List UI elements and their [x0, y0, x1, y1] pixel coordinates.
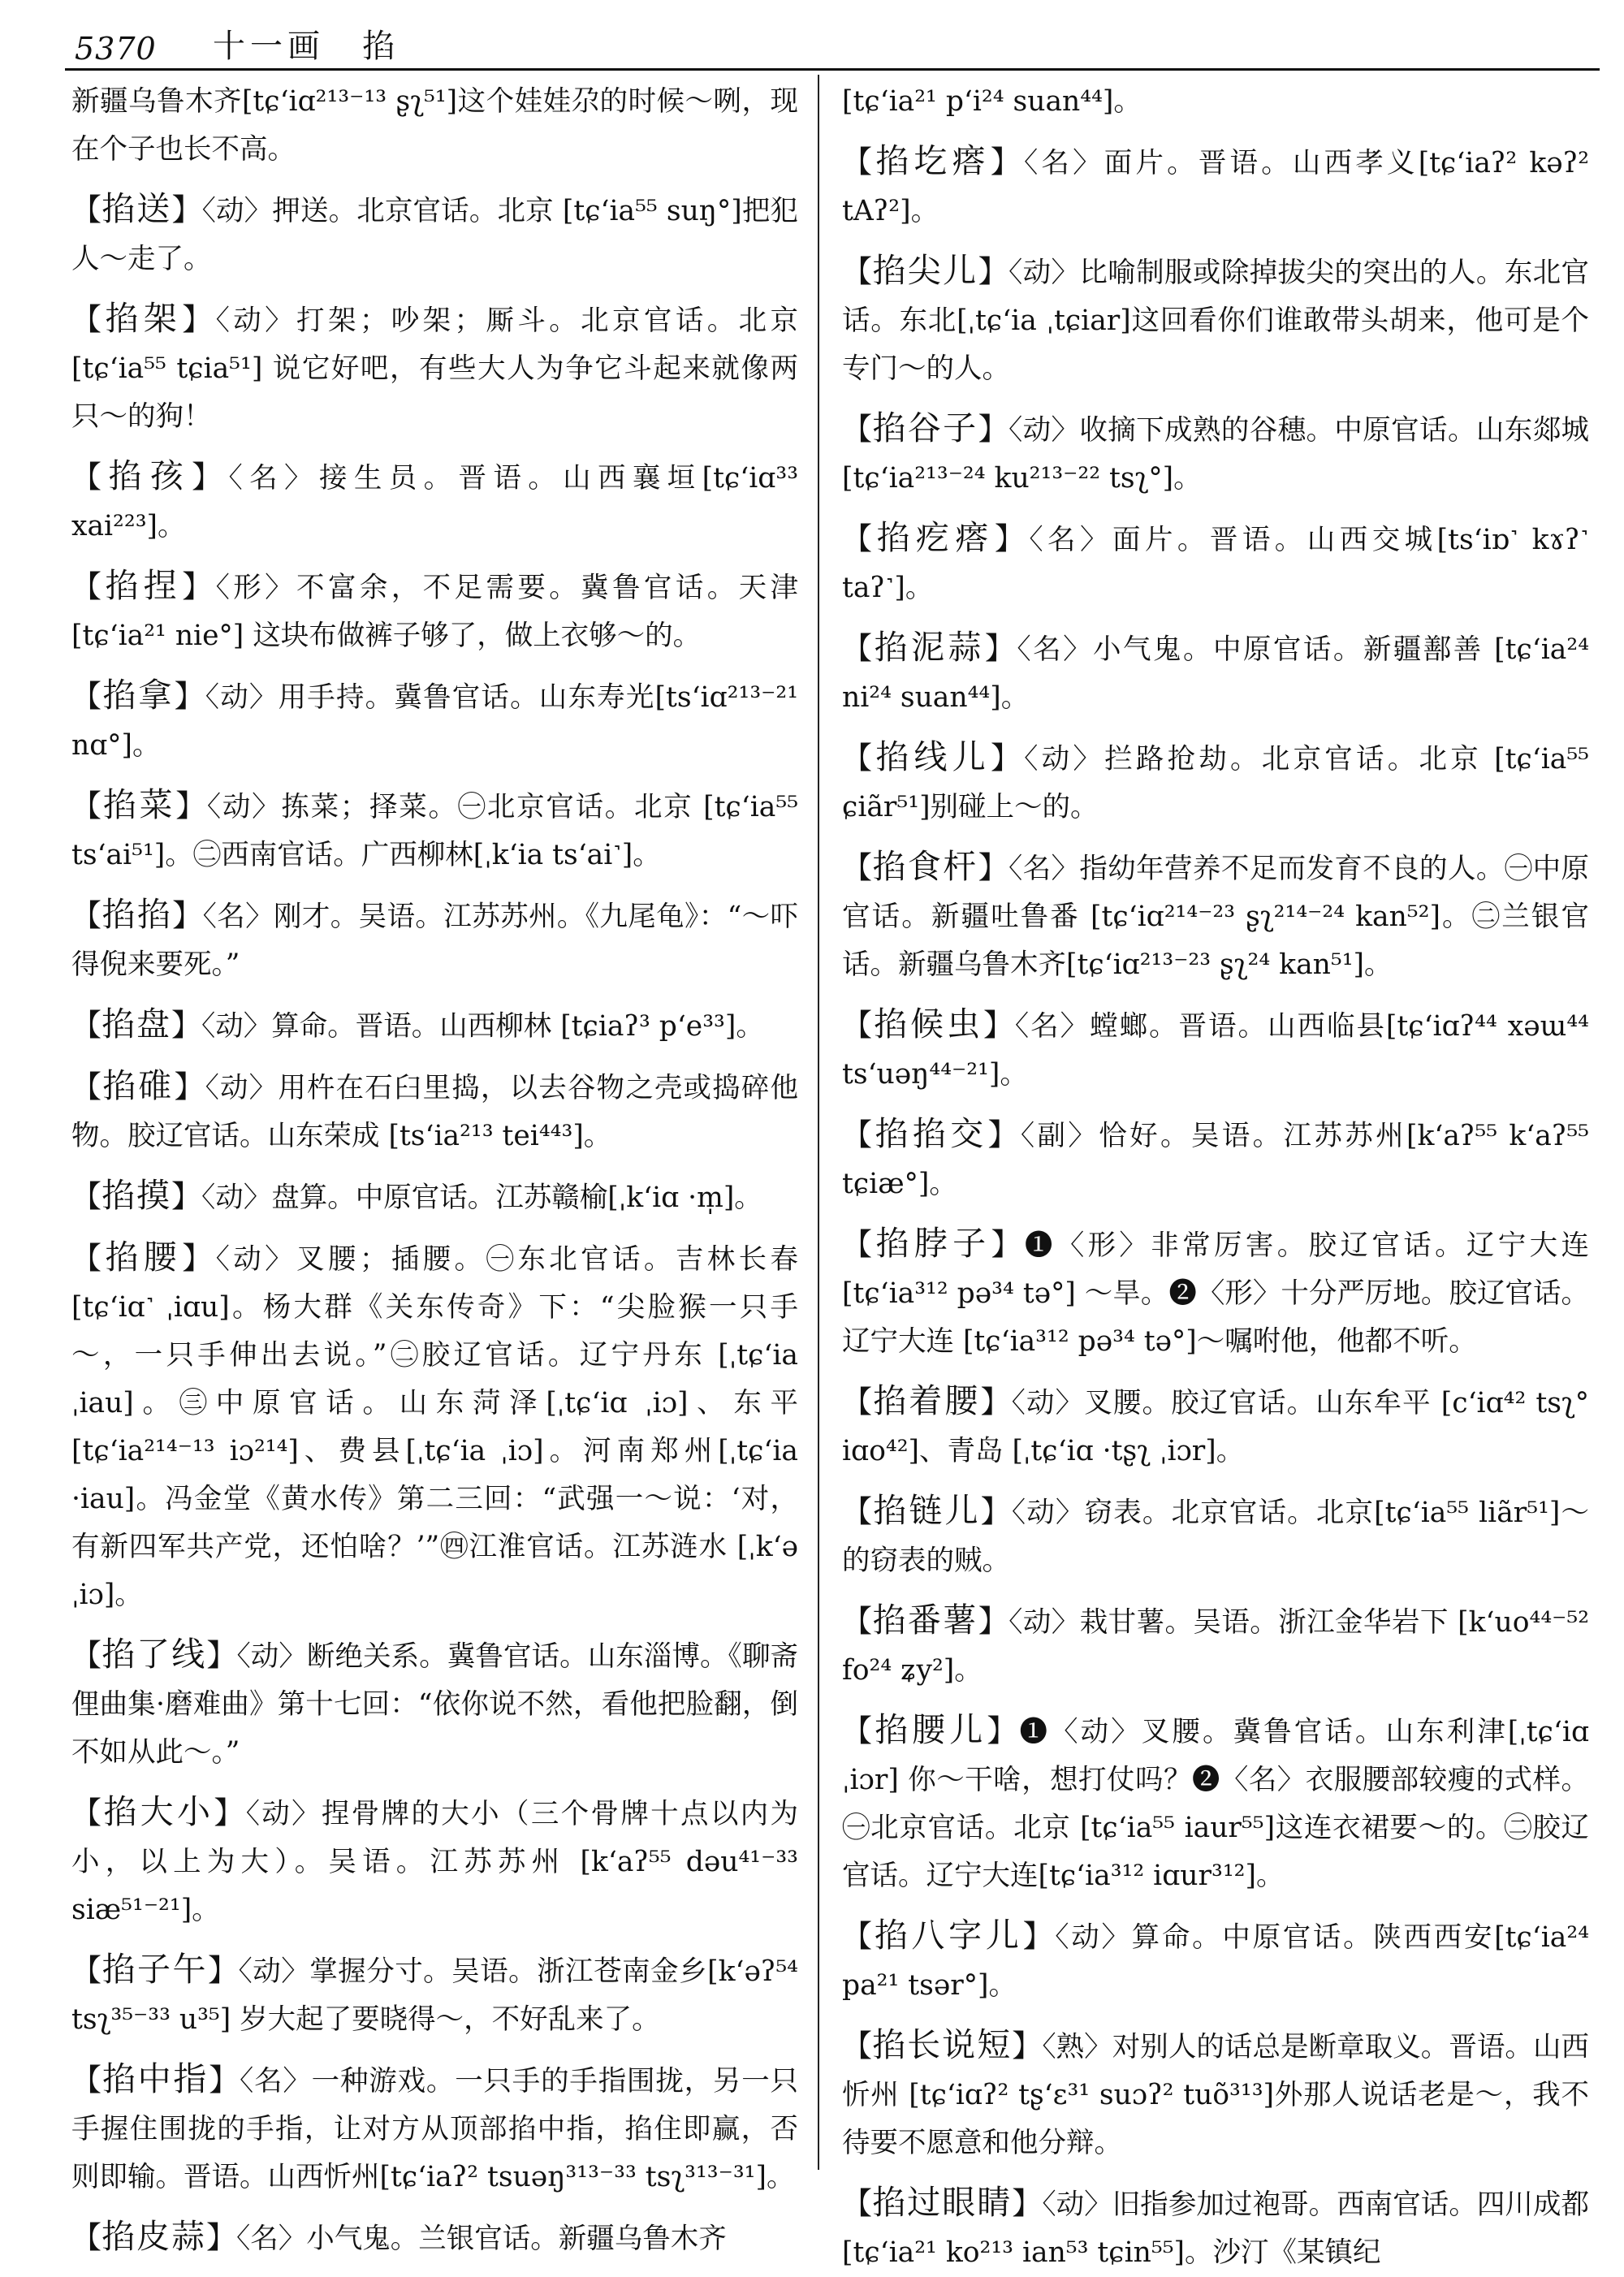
page-header	[75, 18, 1593, 67]
entry-definition: 〈动〉栽甘薯。吴语。浙江金华岩下 [kʻuo⁴⁴⁻⁵² fo²⁴ ʑy²]。	[842, 1606, 1598, 1687]
entry-headword: 【 掐中指 】	[71, 2059, 240, 2098]
dictionary-entry	[71, 295, 807, 441]
entry-headword: 【 掐大小 】	[71, 1792, 246, 1831]
dictionary-entry	[842, 733, 1598, 832]
dictionary-entry	[71, 672, 808, 770]
dictionary-entry	[842, 624, 1598, 722]
entry-definition: 〈动〉捏骨牌的大小（三个骨牌十点以内为小，以上为大）。吴语。江苏苏州 [kʻaʔ⁵⁵ dəu⁴¹⁻³³ siæ⁵¹⁻²¹]。	[71, 1798, 807, 1926]
entry-definition: 〈动〉叉腰；插腰。㊀东北官话。吉林长春 [tɕʻiɑ˺ ˌiɑu]。杨大群《关东传奇》下：“尖脸猴一只手～，一只手伸出去说。”㊁胶辽官话。辽宁丹东 [ˌtɕʻia ˌiau]。㊂中原官话。山东菏泽[ˌtɕʻiɑ ˌiɔ]、东平 [tɕʻia²¹⁴⁻¹³ iɔ²¹⁴]、费县[ˌtɕʻia ˌiɔ]。河南郑州[ˌtɕʻia ·iau]。冯金堂《黄水传》第二三回：“武强一～说：‘对，有新四军共产党，还怕啥？’”㊃江淮官话。江苏涟水 [ˌkʻə ˌiɔ]。	[71, 1243, 807, 1611]
entry-definition: ❶〈动〉叉腰。冀鲁官话。山东利津[ˌtɕʻiɑ ˌiɔr] 你～干啥，想打仗吗？❷〈名〉衣服腰部较瘦的式样。㊀北京官话。北京 [tɕʻia⁵⁵ iaur⁵⁵]这连衣裙要～的。㊁胶辽官话。辽宁大连[tɕʻia³¹² iɑur³¹²]。	[842, 1716, 1598, 1892]
dictionary-entry	[71, 1000, 798, 1051]
dictionary-entry	[71, 891, 798, 989]
dictionary-entry	[71, 78, 798, 174]
entry-definition: 〈名〉面片。晋语。山西交城[tsʻiɒ˺ kɤʔ˺ taʔ˺]。	[842, 524, 1598, 604]
entry-headword: 【 掐摸 】	[71, 1176, 201, 1215]
dictionary-entry	[842, 247, 1589, 393]
entry-definition: 〈动〉押送。北京官话。北京 [tɕʻia⁵⁵ suŋ°]把犯人～走了。	[71, 195, 799, 275]
entry-headword: 【 掐尖儿 】	[842, 251, 1009, 290]
entry-headword: 【 掐着腰 】	[842, 1381, 1012, 1420]
entry-headword: 【 掐架 】	[71, 299, 216, 338]
entry-headword: 【 掐泥蒜 】	[842, 628, 1017, 667]
entry-headword: 【 掐孩 】	[71, 456, 229, 495]
dictionary-entry	[71, 185, 798, 283]
entry-headword: 【 掐脖子 】	[842, 1224, 1025, 1263]
dictionary-entry	[71, 2213, 798, 2263]
entry-definition: 〈名〉刚才。吴语。江苏苏州。《九尾龟》：“～吓得倪来要死。”	[71, 901, 799, 981]
dictionary-entry	[842, 1000, 1598, 1099]
dictionary-entry	[842, 1706, 1598, 1900]
entry-headword: 【 掐疙瘩 】	[842, 518, 1029, 557]
dictionary-entry	[71, 1062, 798, 1160]
dictionary-entry	[842, 404, 1589, 503]
dictionary-entry	[842, 2179, 1598, 2277]
entry-definition: 〈形〉不富余，不足需要。冀鲁官话。天津 [tɕʻia²¹ nie°] 这块布做裤子够了，做上衣够～的。	[71, 572, 807, 652]
dictionary-entry	[842, 137, 1599, 235]
entry-headword: 【 掐长说短 】	[842, 2025, 1042, 2064]
dictionary-entry	[842, 843, 1589, 989]
entry-headword: 【 掐掐 】	[71, 895, 203, 934]
entry-headword: 【 掐腰 】	[71, 1238, 216, 1277]
entry-definition: 〈名〉螳螂。晋语。山西临县[tɕʻiɑʔ⁴⁴ xəɯ⁴⁴ tsʻuəŋ⁴⁴⁻²¹]。	[842, 1010, 1598, 1091]
entry-headword: 【 掐圪瘩 】	[842, 141, 1024, 180]
entry-definition: 新疆乌鲁木齐[tɕʻiɑ²¹³⁻¹³ ʂʅ⁵¹]这个娃娃尕的时候～咧，现在个子也长不高。	[71, 85, 798, 166]
dictionary-entry	[71, 2055, 798, 2201]
entry-definition: 〈动〉盘算。中原官话。江苏赣榆[ˌkʻiɑ ·m̩]。	[201, 1182, 762, 1214]
entry-headword: 【 掐碓 】	[71, 1066, 205, 1105]
entry-definition: 〈动〉断绝关系。冀鲁官话。山东淄博。《聊斋俚曲集·磨难曲》第十七回：“依你说不然，看他把脸翻，倒不如从此～。”	[71, 1640, 799, 1769]
dictionary-entry	[842, 1377, 1598, 1476]
entry-headword: 【 掐八字儿 】	[842, 1916, 1055, 1955]
entry-definition: 〈动〉比喻制服或除掉拔尖的突出的人。东北官话。东北[ˌtɕʻia ˌtɕiar]这回看你们谁敢带头胡来，他可是个专门～的人。	[842, 257, 1590, 385]
entry-headword: 【 掐候虫 】	[842, 1005, 1015, 1043]
entry-definition: 〈名〉面片。晋语。山西孝义[tɕʻiaʔ² kəʔ² tAʔ²]。	[842, 147, 1599, 227]
entry-definition: 〈动〉掌握分寸。吴语。浙江苍南金乡[kʻəʔ⁵⁴ tsʅ³⁵⁻³³ u³⁵] 岁大起了要晓得～，不好乱来了。	[71, 1955, 807, 2036]
right-column	[842, 78, 1599, 2269]
entry-definition: ❶〈形〉非常厉害。胶辽官话。辽宁大连 [tɕʻia³¹² pə³⁴ tə°] ～旱。❷〈形〉十分严厉地。胶辽官话。辽宁大连 [tɕʻia³¹² pə³⁴ tə°]～嘱咐他，他都不听。	[842, 1229, 1598, 1358]
entry-definition: 〈动〉打架；吵架；厮斗。北京官话。北京 [tɕʻia⁵⁵ tɕia⁵¹] 说它好吧，有些大人为争它斗起来就像两只～的狗！	[71, 305, 807, 433]
dictionary-entry	[71, 562, 807, 660]
dictionary-entry	[842, 1596, 1598, 1695]
entry-definition: 〈动〉收摘下成熟的谷穗。中原官话。山东郯城[tɕʻia²¹³⁻²⁴ ku²¹³⁻²² tsʅ°]。	[842, 414, 1590, 495]
entry-definition: [tɕʻia²¹ pʻi²⁴ suan⁴⁴]。	[842, 85, 1142, 118]
entry-headword: 【 掐了线 】	[71, 1635, 236, 1674]
entry-headword: 【 掐线儿 】	[842, 737, 1024, 776]
dictionary-entry	[842, 78, 1589, 126]
entry-definition: 〈名〉一种游戏。一只手的手指围拢，另一只手握住围拢的手指，让对方从顶部掐中指，掐住即赢，否则即输。晋语。山西忻州[tɕʻiaʔ² tsuəŋ³¹³⁻³³ tsʅ³¹³⁻³¹]。	[71, 2065, 799, 2193]
entry-definition: 〈名〉指幼年营养不足而发育不良的人。㊀中原官话。新疆吐鲁番 [tɕʻiɑ²¹⁴⁻²³ ʂʅ²¹⁴⁻²⁴ kan⁵²]。㊁兰银官话。新疆乌鲁木齐[tɕʻiɑ²¹³⁻²³ ʂʅ²⁴ kan⁵¹]。	[842, 853, 1590, 981]
page-number: 5370	[75, 31, 157, 67]
dictionary-entry	[842, 1220, 1598, 1366]
dictionary-entry	[842, 1912, 1598, 2010]
entry-headword: 【 掐盘 】	[71, 1005, 201, 1043]
entry-headword: 【 掐食杆 】	[842, 847, 1009, 886]
entry-definition: 〈动〉用杵在石臼里捣，以去谷物之壳或捣碎他物。胶辽官话。山东荣成 [tsʻia²¹³ tei⁴⁴³]。	[71, 1072, 798, 1152]
entry-definition: 〈动〉拦路抢劫。北京官话。北京 [tɕʻia⁵⁵ ɕiãr⁵¹]别碰上～的。	[842, 743, 1598, 823]
dictionary-entry	[842, 1110, 1598, 1208]
dictionary-entry	[71, 1946, 807, 2044]
section-title: 十一画 掐	[213, 28, 400, 65]
left-column	[71, 78, 808, 2256]
entry-definition: 〈副〉恰好。吴语。江苏苏州[kʻaʔ⁵⁵ kʻaʔ⁵⁵ tɕiæ°]。	[842, 1120, 1598, 1200]
entry-definition: 〈名〉小气鬼。中原官话。新疆鄯善 [tɕʻia²⁴ ni²⁴ suan⁴⁴]。	[842, 633, 1598, 714]
dictionary-entry	[842, 514, 1598, 612]
dictionary-entry	[71, 1234, 807, 1619]
entry-headword: 【 掐子午 】	[71, 1950, 238, 1989]
dictionary-entry	[71, 452, 807, 551]
dictionary-entry	[71, 1788, 807, 1934]
entry-definition: 〈动〉算命。中原官话。陕西西安[tɕʻia²⁴ pa²¹ tsər°]。	[842, 1921, 1598, 2002]
entry-headword: 【 掐腰儿 】	[842, 1710, 1019, 1749]
entry-headword: 【 掐番薯 】	[842, 1601, 1009, 1640]
dictionary-entry	[842, 1487, 1589, 1585]
entry-definition: 〈动〉旧指参加过袍哥。西南官话。四川成都 [tɕʻia²¹ ko²¹³ ian⁵³ tɕin⁵⁵]。沙汀《某镇纪	[842, 2188, 1598, 2269]
column-divider	[818, 75, 819, 2170]
entry-headword: 【 掐捏 】	[71, 566, 216, 605]
entry-definition: 〈动〉用手持。冀鲁官话。山东寿光[tsʻiɑ²¹³⁻²¹ nɑ°]。	[71, 681, 808, 762]
dictionary-entry	[71, 1172, 798, 1222]
dictionary-entry	[71, 781, 807, 879]
entry-headword: 【 掐链儿 】	[842, 1491, 1012, 1530]
entry-headword: 【 掐菜 】	[71, 785, 207, 824]
entry-headword: 【 掐拿 】	[71, 676, 205, 715]
entry-definition: 〈动〉算命。晋语。山西柳林 [tɕiaʔ³ pʻe³³]。	[201, 1010, 764, 1043]
entry-definition: 〈动〉窃表。北京官话。北京[tɕʻia⁵⁵ liãr⁵¹]～的窃表的贼。	[842, 1497, 1590, 1577]
dictionary-entry	[842, 2021, 1589, 2167]
entry-definition: 〈名〉接生员。晋语。山西襄垣[tɕʻiɑ³³ xai²²³]。	[71, 462, 807, 542]
dictionary-entry	[71, 1631, 798, 1777]
entry-headword: 【 掐谷子 】	[842, 408, 1009, 447]
entry-headword: 【 掐过眼睛 】	[842, 2183, 1042, 2222]
entry-definition: 〈动〉拣菜；择菜。㊀北京官话。北京 [tɕʻia⁵⁵ tsʻai⁵¹]。㊁西南官话。广西柳林[ˌkʻia tsʻai˺]。	[71, 791, 807, 871]
entry-definition: 〈动〉叉腰。胶辽官话。山东牟平 [cʻiɑ⁴² tsʅ° iɑo⁴²]、青岛 [ˌtɕʻiɑ ·tʂʅ ˌiɔr]。	[842, 1387, 1598, 1467]
entry-headword: 【 掐送 】	[71, 189, 202, 228]
header-rule	[65, 68, 1600, 71]
entry-headword: 【 掐掐交 】	[842, 1114, 1021, 1153]
entry-headword: 【 掐皮蒜 】	[71, 2217, 236, 2256]
entry-definition: 〈名〉小气鬼。兰银官话。新疆乌鲁木齐	[236, 2223, 727, 2255]
entry-definition: 〈熟〉对别人的话总是断章取义。晋语。山西忻州 [tɕʻiɑʔ² tʂʻɛ³¹ suɔʔ² tuõ³¹³]外那人说话老是～，我不待要不愿意和他分辩。	[842, 2031, 1590, 2159]
